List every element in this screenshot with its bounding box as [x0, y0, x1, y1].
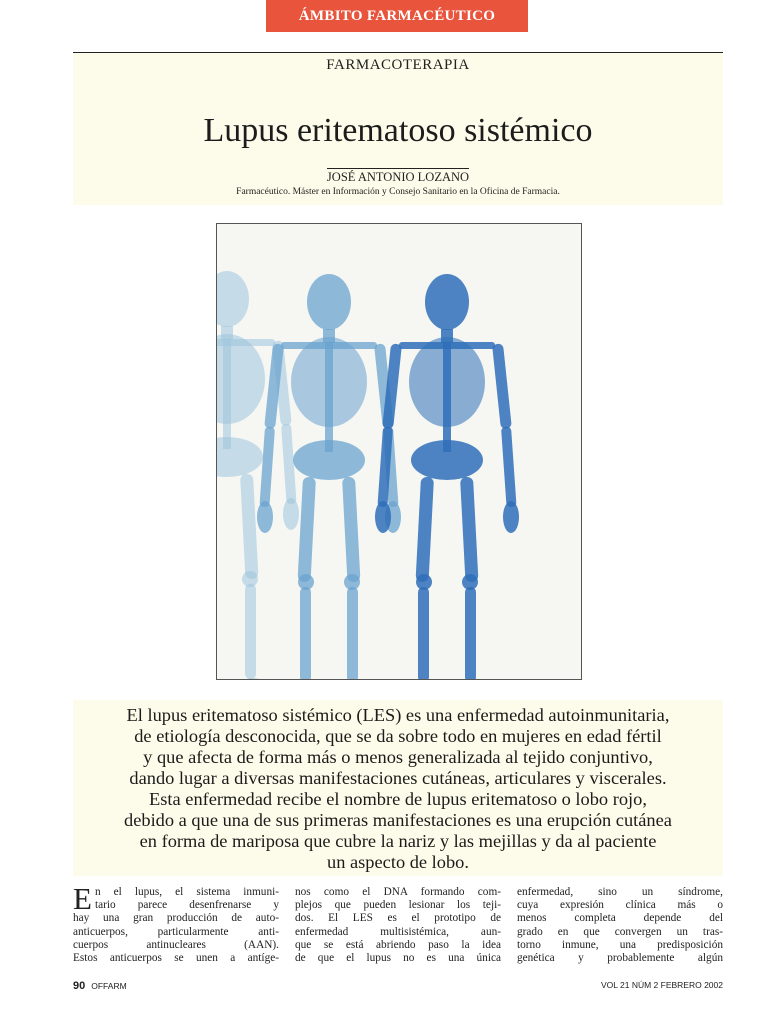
abstract-line: El lupus eritematoso sistémico (LES) es una enfermedad autoinmunitaria,	[126, 705, 670, 725]
body-line: enfermedad multisistémica, aun-	[295, 925, 501, 938]
journal-name: OFFARM	[91, 981, 127, 991]
author-text: JOSÉ ANTONIO LOZANO	[326, 170, 470, 184]
body-line: dos. El LES es el prototipo de	[295, 912, 501, 925]
body-line: que se está abriendo paso la idea	[295, 938, 501, 951]
body-line: anticuerpos, particularmente anti-	[73, 925, 279, 938]
body-column-1	[73, 881, 279, 965]
body-line: nos como el DNA formando com-	[295, 886, 501, 898]
body-line: torno inmune, una predisposición	[517, 938, 723, 951]
article-title: Lupus eritematoso sistémico	[203, 112, 593, 149]
abstract-line: Esta enfermedad recibe el nombre de lupus eritematoso o lobo rojo,	[149, 789, 647, 809]
body-line: menos completa depende del	[517, 912, 723, 925]
body-line: n el lupus, el sistema inmuni-	[95, 886, 279, 898]
body-column-2	[295, 886, 501, 965]
body-line: cuerpos antinucleares (AAN).	[73, 938, 279, 951]
page-number: 90	[73, 980, 86, 992]
body-line: Estos anticuerpos se unen a antíge-	[73, 952, 279, 965]
drop-cap: E	[73, 881, 92, 916]
body-line: hay una gran producción de auto-	[73, 912, 279, 925]
issue-info: VOL 21 NÚM 2 FEBRERO 2002	[600, 980, 723, 990]
abstract-line: dando lugar a diversas manifestaciones cutáneas, articulares y viscerales.	[129, 768, 667, 788]
category-label: FARMACOTERAPIA	[326, 57, 470, 73]
body-line: genética y probablemente algún	[517, 952, 723, 965]
abstract	[76, 705, 720, 873]
author-affiliation: Farmacéutico. Máster en Información y Consejo Sanitario en la Oficina de Farmacia.	[236, 187, 560, 197]
section-tab: ÁMBITO FARMACÉUTICO	[266, 0, 528, 32]
body-column-3	[517, 886, 723, 965]
abstract-line: y que afecta de forma más o menos generalizada al tejido conjuntivo,	[143, 747, 653, 767]
skeleton-illustration	[216, 223, 582, 680]
author-name	[73, 170, 723, 185]
abstract-line: en forma de mariposa que cubre la nariz y las mejillas y da al paciente	[139, 831, 657, 851]
footer-left	[73, 980, 127, 992]
abstract-line: de etiología desconocida, que se da sobre todo en mujeres en edad fértil	[134, 726, 662, 746]
body-line: tario parece desenfrenarse y	[95, 899, 279, 912]
body-line: cuya expresión clínica más o	[517, 899, 723, 912]
body-line: de que el lupus no es una única	[295, 952, 501, 965]
body-line: grado en que convergen un tras-	[517, 925, 723, 938]
body-line: plejos que pueden lesionar los teji-	[295, 899, 501, 912]
skeleton-svg	[217, 224, 581, 679]
abstract-line: debido a que una de sus primeras manifestaciones es una erupción cutánea	[124, 810, 672, 830]
body-line: enfermedad, sino un síndrome,	[517, 886, 723, 898]
abstract-line: un aspecto de lobo.	[327, 852, 469, 872]
